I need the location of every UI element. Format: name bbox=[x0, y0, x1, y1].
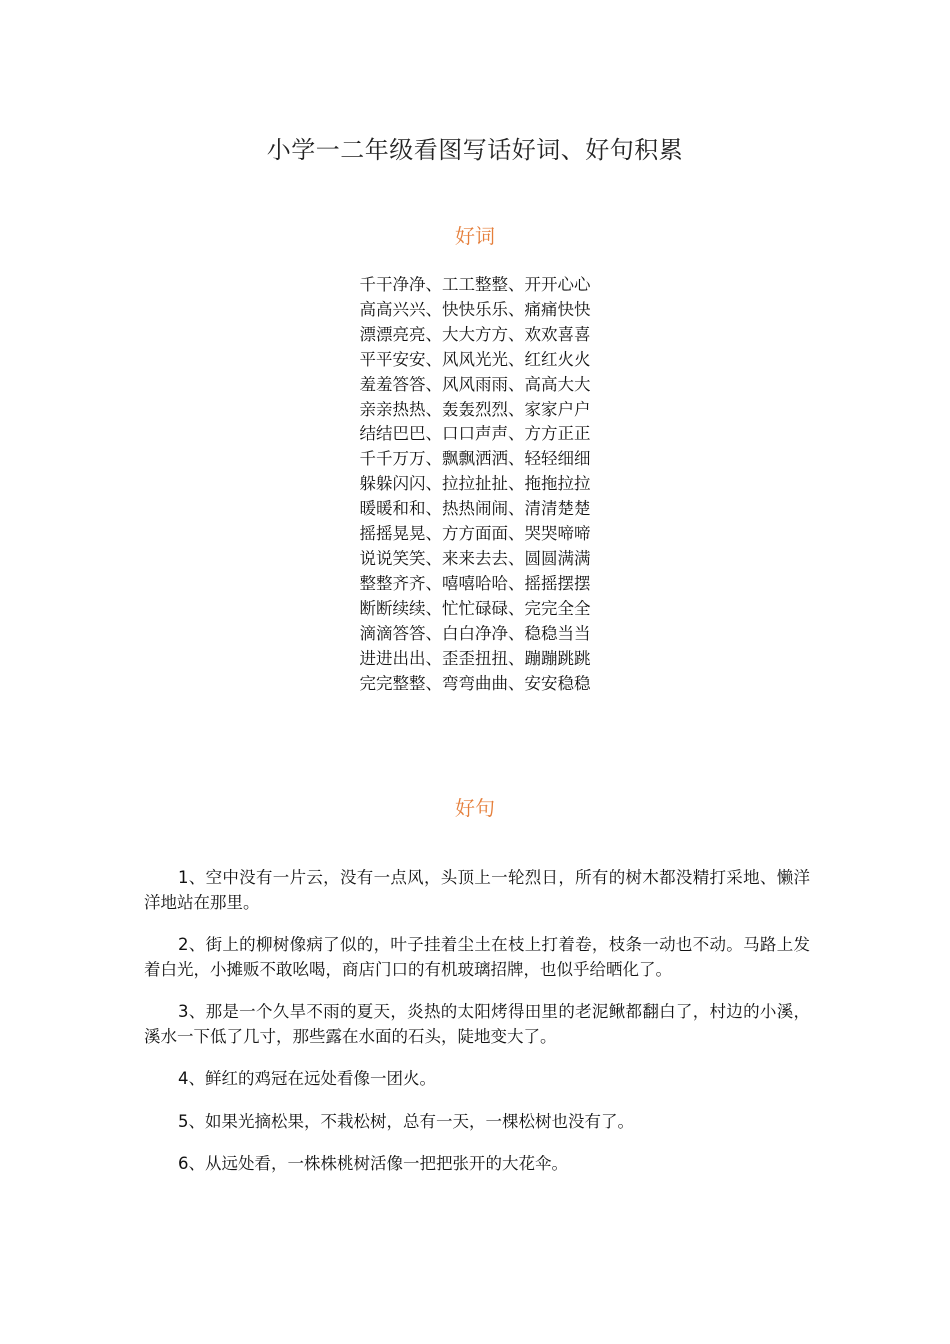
document-title: 小学一二年级看图写话好词、好句积累 bbox=[266, 136, 684, 164]
word-row: 进进出出、歪歪扭扭、蹦蹦跳跳 bbox=[359, 648, 591, 668]
word-row: 滴滴答答、白白净净、稳稳当当 bbox=[359, 623, 591, 643]
sentence-item: 1、空中没有一片云，没有一点风，头顶上一轮烈日，所有的树木都没精打采地、懒洋洋地站在那里。 bbox=[144, 868, 810, 912]
sentence-item: 4、鲜红的鸡冠在远处看像一团火。 bbox=[178, 1069, 436, 1088]
word-row: 羞羞答答、风风雨雨、高高大大 bbox=[359, 374, 591, 394]
word-row: 高高兴兴、快快乐乐、痛痛快快 bbox=[359, 299, 591, 319]
sentence-item: 3、那是一个久旱不雨的夏天，炎热的太阳烤得田里的老泥鳅都翻白了，村边的小溪，溪水一下低了几寸，那些露在水面的石头，陡地变大了。 bbox=[144, 1002, 810, 1046]
word-row: 摇摇晃晃、方方面面、哭哭啼啼 bbox=[359, 524, 591, 544]
word-row: 漂漂亮亮、大大方方、欢欢喜喜 bbox=[359, 324, 591, 344]
good-sentences-heading: 好句 bbox=[455, 796, 495, 820]
word-row: 整整齐齐、嘻嘻哈哈、摇摇摆摆 bbox=[359, 573, 591, 593]
good-words-list bbox=[0, 273, 950, 696]
word-row: 千千万万、飘飘洒洒、轻轻细细 bbox=[359, 449, 591, 469]
word-row: 暖暖和和、热热闹闹、清清楚楚 bbox=[359, 499, 591, 519]
word-row: 结结巴巴、口口声声、方方正正 bbox=[359, 424, 591, 444]
sentence-item: 2、街上的柳树像病了似的，叶子挂着尘土在枝上打着卷，枝条一动也不动。马路上发着白光，小摊贩不敢吆喝，商店门口的有机玻璃招牌，也似乎给晒化了。 bbox=[144, 935, 810, 979]
word-row: 亲亲热热、轰轰烈烈、家家户户 bbox=[359, 399, 591, 419]
good-sentences-list bbox=[144, 866, 810, 1195]
word-row: 说说笑笑、来来去去、圆圆满满 bbox=[359, 548, 591, 568]
word-row: 平平安安、风风光光、红红火火 bbox=[359, 349, 591, 369]
sentence-item: 6、从远处看，一株株桃树活像一把把张开的大花伞。 bbox=[178, 1154, 568, 1173]
word-row: 躲躲闪闪、拉拉扯扯、拖拖拉拉 bbox=[359, 474, 591, 494]
sentence-item: 5、如果光摘松果，不栽松树，总有一天，一棵松树也没有了。 bbox=[178, 1111, 634, 1131]
word-row: 完完整整、弯弯曲曲、安安稳稳 bbox=[359, 673, 591, 693]
word-row: 千干净净、工工整整、开开心心 bbox=[359, 275, 591, 294]
word-row: 断断续续、忙忙碌碌、完完全全 bbox=[359, 598, 591, 618]
good-words-heading: 好词 bbox=[455, 224, 495, 248]
